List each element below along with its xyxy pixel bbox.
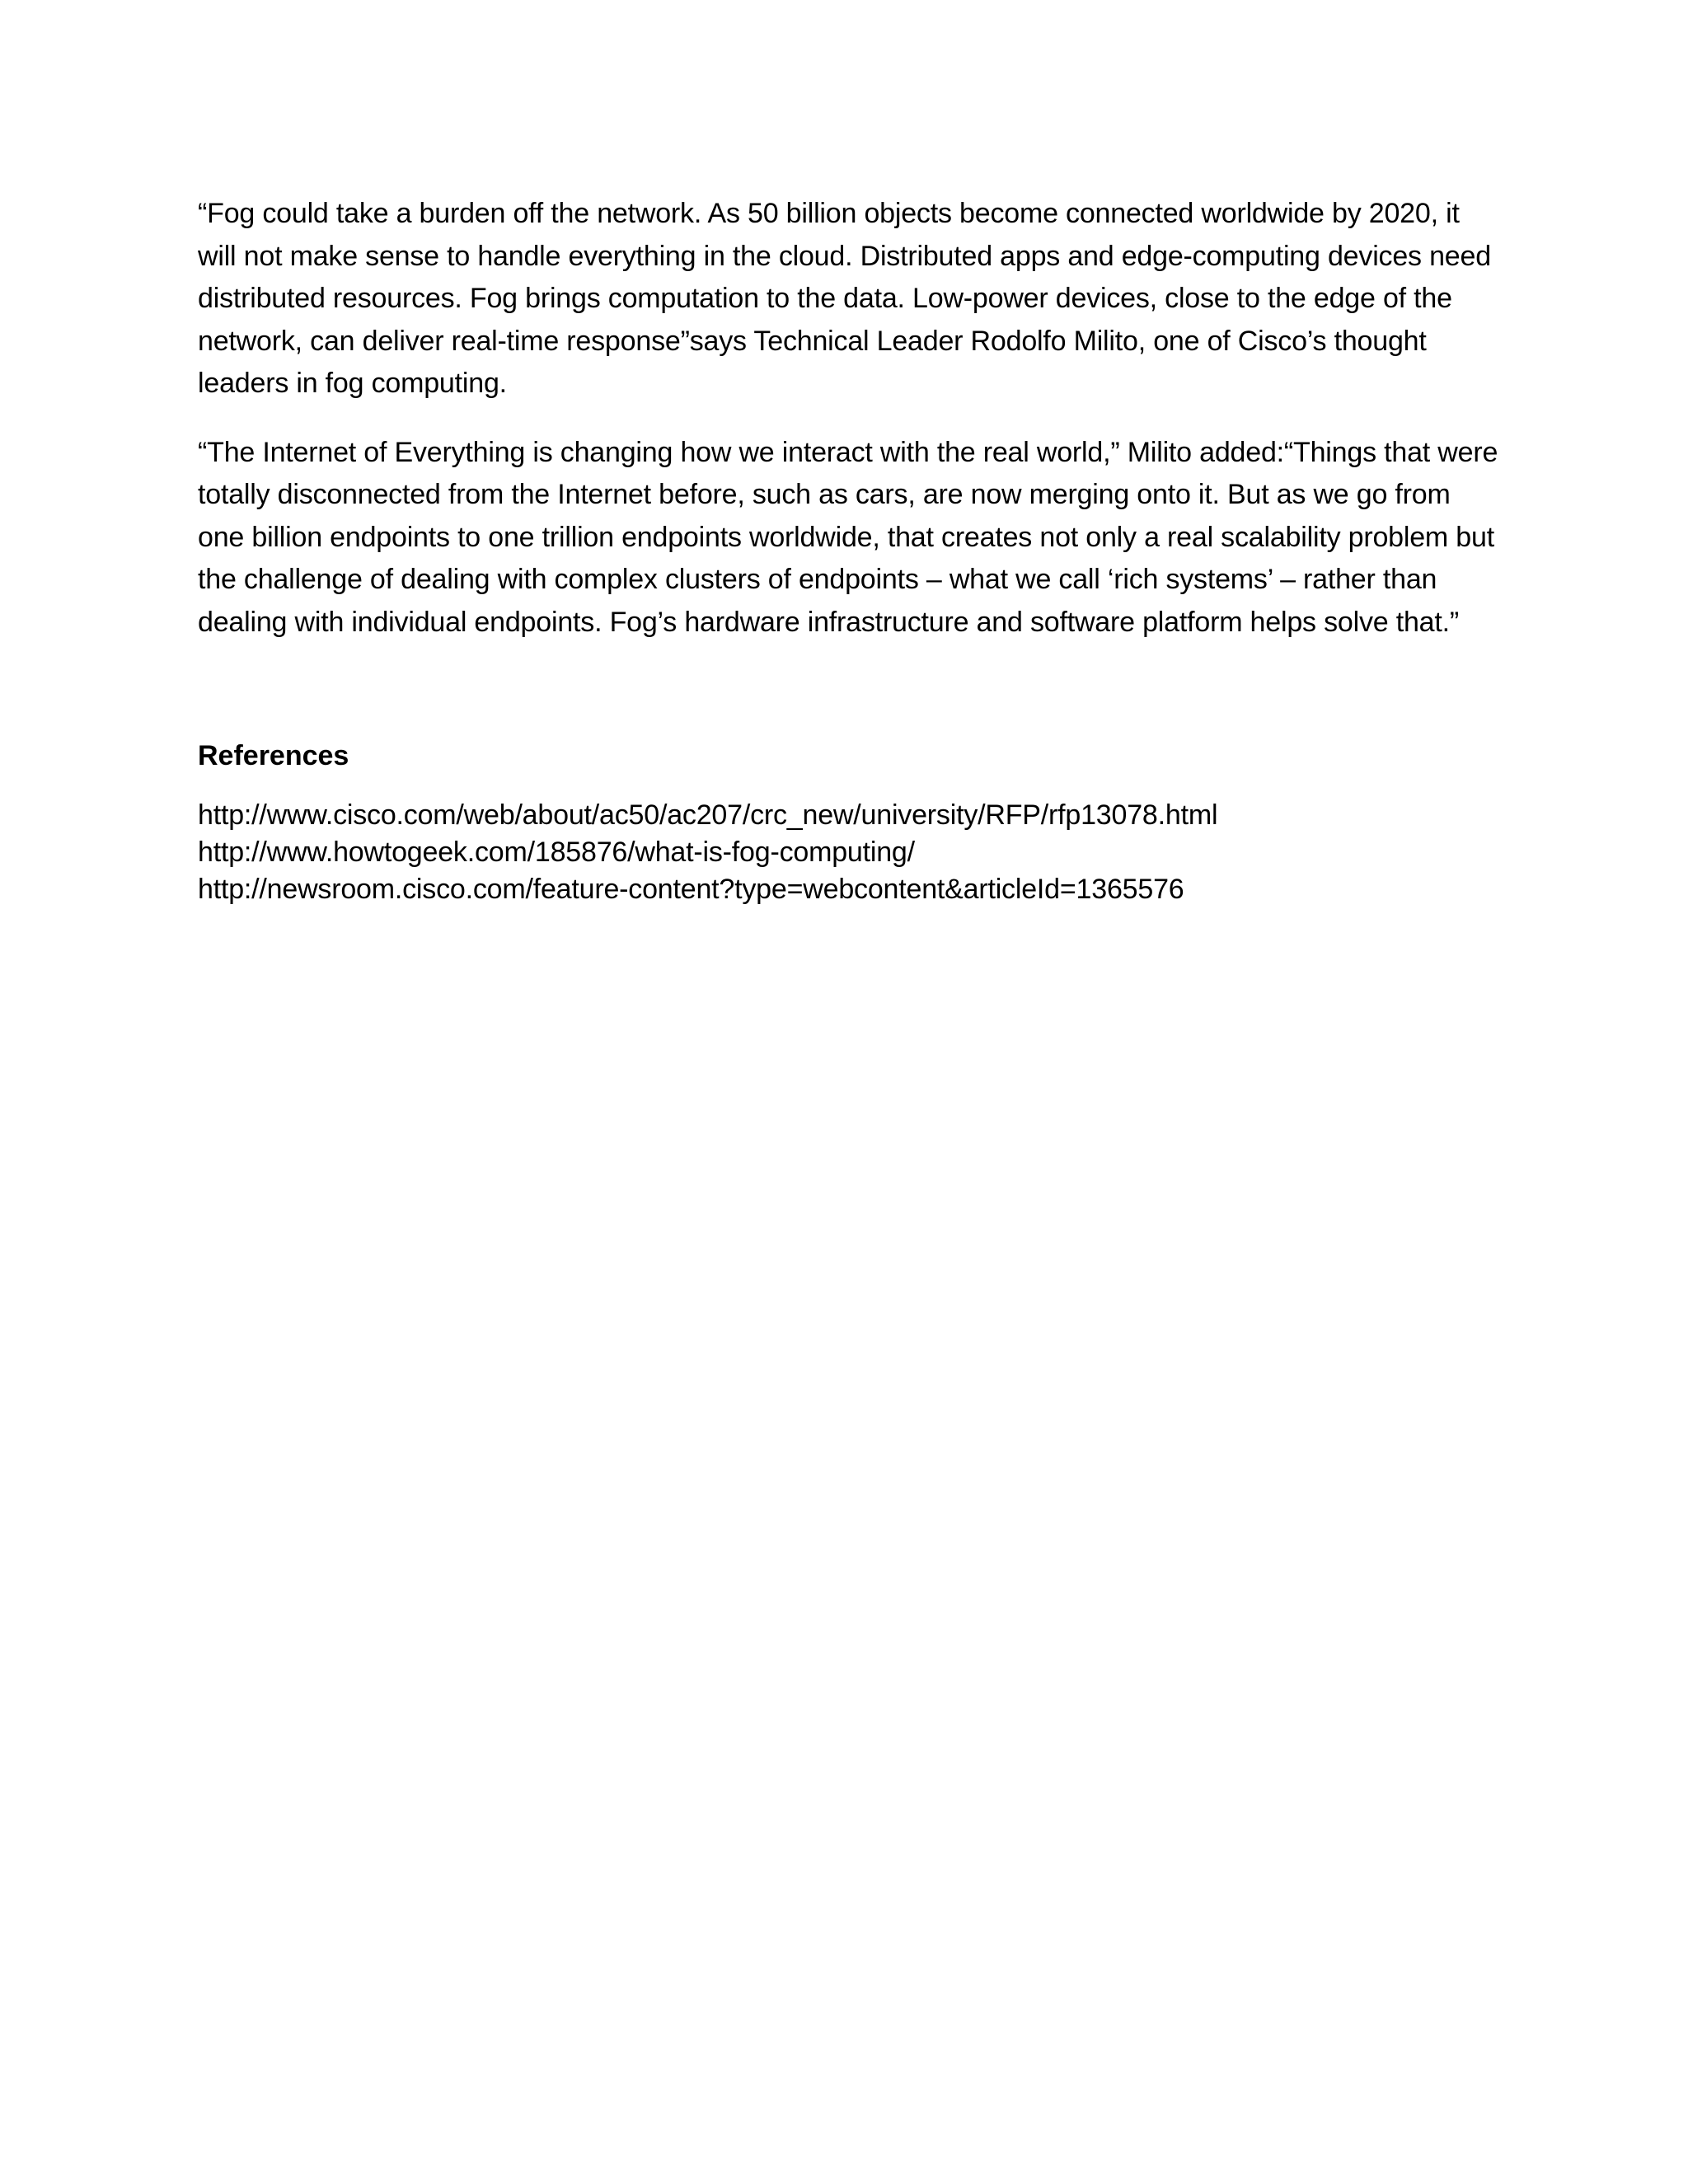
paragraph-internet-of-everything-quote: “The Internet of Everything is changing how we interact with the real world,” Milito added:“Things that were totally disconnected from the Internet before, such as cars, are now merging onto it. But as we go from one billion endpoints to one trillion endpoints worldwide, that creates not only a real scalability problem but the challenge of dealing with complex clusters of endpoints – what we call ‘rich systems’ – rather than dealing with individual endpoints. Fog’s hardware infrastructure and software platform helps solve that.” — [198, 436, 1498, 638]
section-spacer — [198, 670, 1500, 736]
references-list — [198, 797, 1500, 908]
reference-link-howtogeek[interactable]: http://www.howtogeek.com/185876/what-is-fog-computing/ — [198, 837, 915, 868]
document-body — [198, 193, 1500, 908]
references-heading: References — [198, 740, 349, 771]
paragraph-fog-quote: “Fog could take a burden off the network. As 50 billion objects become connected worldwide by 2020, it will not make sense to handle everything in the cloud. Distributed apps and edge-computing devices need distributed resources. Fog brings computation to the data. Low-power devices, close to the edge of the network, can deliver real-time response”says Technical Leader Rodolfo Milito, one of Cisco’s thought leaders in fog computing. — [198, 198, 1491, 399]
reference-link-cisco-newsroom[interactable]: http://newsroom.cisco.com/feature-content?type=webcontent&articleId=1365576 — [198, 874, 1184, 905]
reference-link-cisco-rfp[interactable]: http://www.cisco.com/web/about/ac50/ac207/crc_new/university/RFP/rfp13078.html — [198, 799, 1218, 831]
